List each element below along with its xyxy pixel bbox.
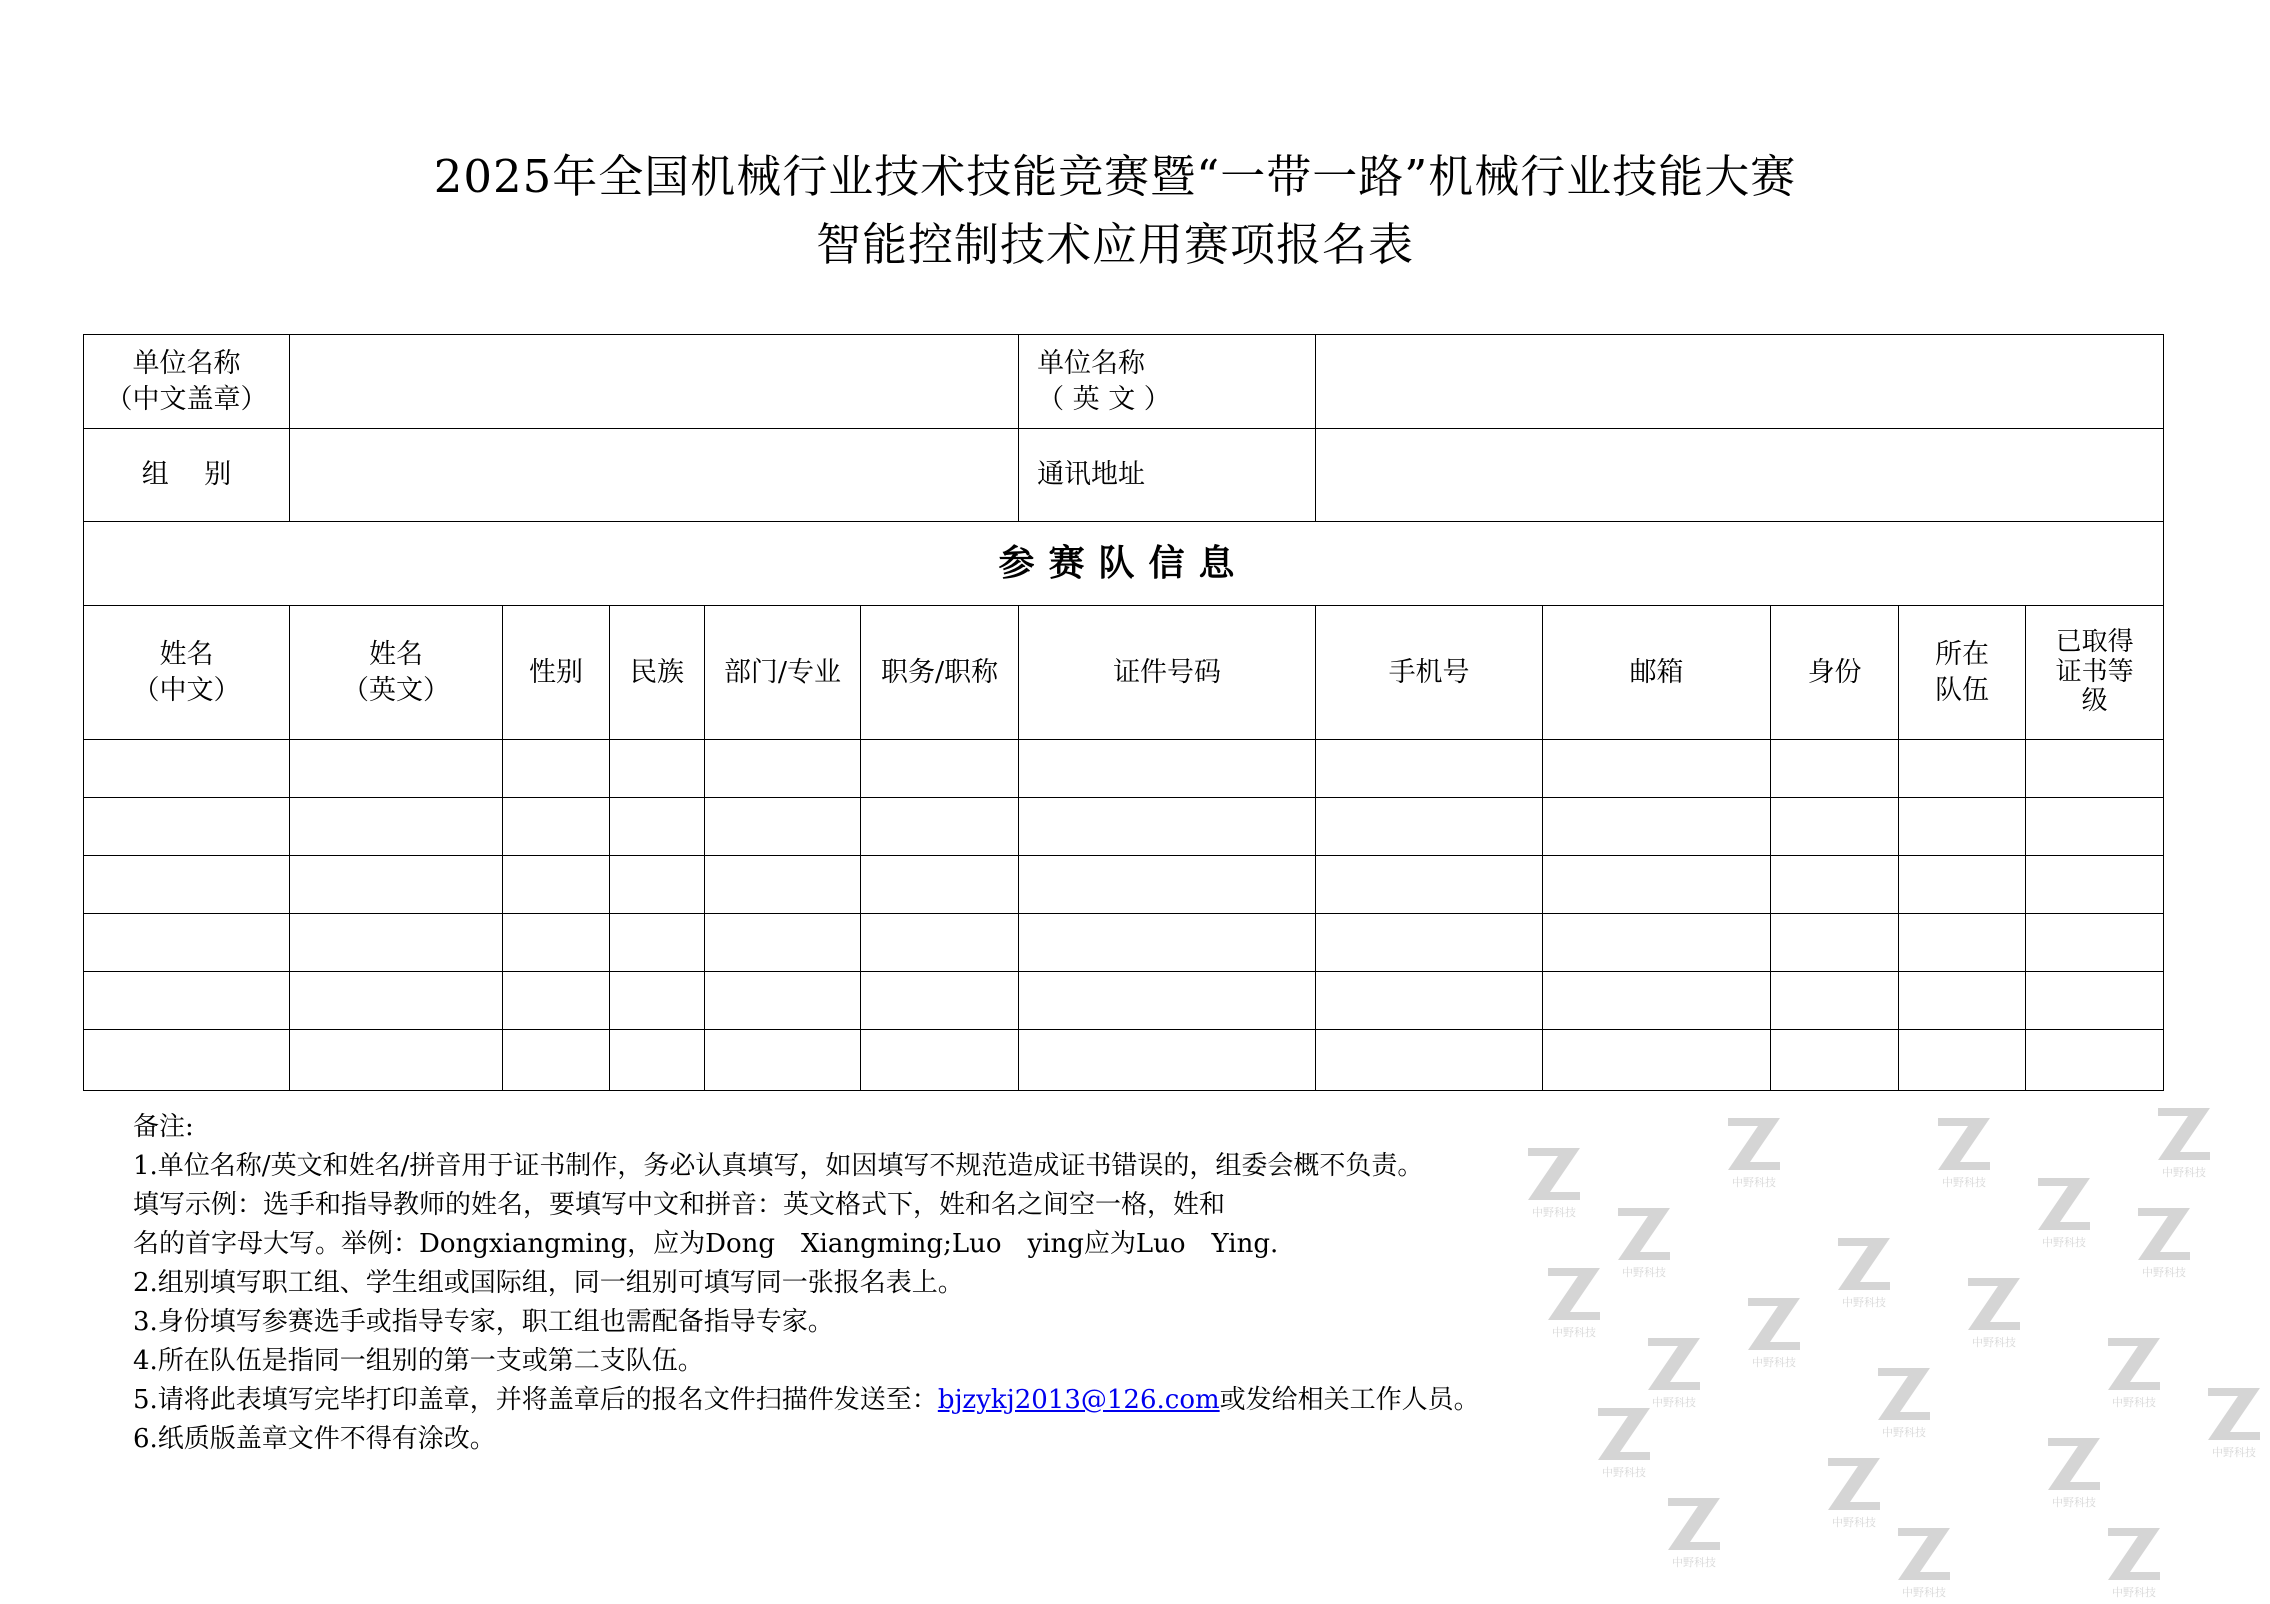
watermark-logo-icon [2100,1520,2170,1600]
svg-text:中野科技: 中野科技 [1732,1176,1776,1189]
watermark-logo-icon [1960,1270,2030,1350]
note-5-post: 或发给相关工作人员。 [1219,1385,1480,1415]
table-row [84,1030,2164,1091]
table-cell[interactable] [84,1030,290,1091]
note-1-example-cont: 名的首字母大写。举例：Dongxiangming，应为Dong Xiangming;Luo ying应为Luo Ying. [133,1229,1279,1259]
svg-text:中野科技: 中野科技 [1942,1176,1986,1189]
col-name-en [290,606,503,740]
notes-heading: 备注: [133,1112,194,1142]
table-cell[interactable] [705,740,861,798]
note-1: 1.单位名称/英文和姓名/拼音用于证书制作，务必认真填写，如因填写不规范造成证书错误的，组委会概不负责。 [133,1151,1424,1181]
table-cell[interactable] [861,856,1019,914]
table-cell[interactable] [2026,972,2164,1030]
svg-text:中野科技: 中野科技 [2052,1496,2096,1509]
svg-text:中野科技: 中野科技 [2112,1396,2156,1409]
table-cell[interactable] [84,856,290,914]
note-4: 4.所在队伍是指同一组别的第一支或第二支队伍。 [133,1346,704,1376]
col-title: 职务/职称 [861,606,1019,740]
watermark-logo-icon [1520,1140,1590,1220]
svg-text:中野科技: 中野科技 [2162,1166,2206,1179]
group-label: 组 别 [84,429,290,522]
table-cell[interactable] [1316,1030,1543,1091]
unit-name-en-label-line2: （ 英 文 ） [1037,383,1171,415]
note-3: 3.身份填写参赛选手或指导专家，职工组也需配备指导专家。 [133,1307,834,1337]
table-cell[interactable] [1019,914,1316,972]
section-row [84,522,2164,606]
col-cert-line3: 级 [2081,686,2108,717]
col-team-line1: 所在 [1935,639,1990,671]
svg-text:中野科技: 中野科技 [1672,1556,1716,1569]
col-name-en-line2: （英文） [342,674,450,706]
registration-form-table [83,334,2164,1091]
watermark-logo-icon [1830,1230,1900,1310]
table-cell[interactable] [861,1030,1019,1091]
unit-name-cn-label-line2: （中文盖章） [105,383,268,415]
table-cell[interactable] [1316,914,1543,972]
watermark-logo-icon [2200,1380,2270,1460]
table-cell[interactable] [503,914,610,972]
table-cell[interactable] [503,740,610,798]
table-cell[interactable] [2026,740,2164,798]
col-team-line2: 队伍 [1935,674,1990,706]
svg-text:中野科技: 中野科技 [1532,1206,1576,1219]
col-certificate [2026,606,2164,740]
unit-name-cn-label [84,335,290,429]
table-cell[interactable] [290,856,503,914]
col-cert-line1: 已取得 [2055,626,2134,657]
table-cell[interactable] [705,972,861,1030]
table-cell[interactable] [2026,856,2164,914]
table-cell[interactable] [1316,740,1543,798]
watermark-logo-icon [2040,1430,2110,1510]
watermark-logo-icon [1610,1200,1680,1280]
table-cell[interactable] [705,1030,861,1091]
col-role: 身份 [1771,606,1899,740]
watermark-logo-icon [1890,1520,1960,1600]
col-email: 邮箱 [1543,606,1771,740]
watermark-logo-icon [1870,1360,1940,1440]
table-cell[interactable] [705,856,861,914]
col-name-en-line1: 姓名 [369,639,423,671]
team-info-section-title: 参赛队信息 [84,522,2164,606]
watermark-logo-icon [1660,1490,1730,1570]
unit-name-en-label-line1: 单位名称 [1037,348,1146,380]
col-name-cn-line2: （中文） [132,674,241,706]
table-cell[interactable] [861,740,1019,798]
table-cell[interactable] [290,972,503,1030]
svg-text:中野科技: 中野科技 [2042,1236,2086,1249]
table-cell[interactable] [610,972,705,1030]
table-cell[interactable] [1899,740,2026,798]
team-member-rows [84,740,2164,1091]
table-cell[interactable] [2026,798,2164,856]
svg-text:中野科技: 中野科技 [1832,1516,1876,1529]
address-field[interactable] [1316,429,2164,522]
col-phone: 手机号 [1316,606,1543,740]
document-title-line2: 智能控制技术应用赛项报名表 [815,218,1414,271]
watermark-logo-icon [1820,1450,1890,1530]
note-6: 6.纸质版盖章文件不得有涂改。 [133,1424,496,1454]
table-cell[interactable] [1771,856,1899,914]
note-2: 2.组别填写职工组、学生组或国际组，同一组别可填写同一张报名表上。 [133,1268,964,1298]
table-cell[interactable] [1019,798,1316,856]
table-cell[interactable] [705,798,861,856]
watermark-logo-icon [1540,1260,1610,1340]
table-cell[interactable] [1899,914,2026,972]
table-row [84,972,2164,1030]
unit-name-row [84,335,2164,429]
table-row [84,798,2164,856]
group-field[interactable] [290,429,1019,522]
table-cell[interactable] [1019,1030,1316,1091]
note-1-example: 填写示例：选手和指导教师的姓名，要填写中文和拼音：英文格式下，姓和名之间空一格，姓和 [133,1190,1226,1220]
watermark-logo-icon [1930,1110,2000,1190]
table-cell[interactable] [1543,972,1771,1030]
watermark-logo-icon [1590,1400,1660,1480]
table-cell[interactable] [1899,972,2026,1030]
table-cell[interactable] [1899,856,2026,914]
notes-block [133,1108,1480,1459]
col-name-cn-line1: 姓名 [159,639,214,671]
unit-name-en-field[interactable] [1316,335,2164,429]
table-cell[interactable] [861,972,1019,1030]
svg-text:中野科技: 中野科技 [1552,1326,1596,1339]
table-cell[interactable] [1543,914,1771,972]
table-cell[interactable] [1543,798,1771,856]
table-cell[interactable] [1019,740,1316,798]
column-header-row [84,606,2164,740]
svg-text:中野科技: 中野科技 [2212,1446,2256,1459]
table-row [84,856,2164,914]
table-cell[interactable] [503,856,610,914]
svg-text:中野科技: 中野科技 [1902,1586,1946,1599]
table-cell[interactable] [503,1030,610,1091]
table-cell[interactable] [84,972,290,1030]
table-cell[interactable] [290,798,503,856]
watermark-logo-icon [1720,1110,1790,1190]
note-5-pre: 5.请将此表填写完毕打印盖章，并将盖章后的报名文件扫描件发送至： [133,1385,938,1415]
table-cell[interactable] [1543,1030,1771,1091]
table-cell[interactable] [1899,798,2026,856]
table-row [84,914,2164,972]
svg-text:中野科技: 中野科技 [2112,1586,2156,1599]
table-cell[interactable] [1316,972,1543,1030]
table-cell[interactable] [861,914,1019,972]
svg-text:中野科技: 中野科技 [1752,1356,1796,1369]
table-cell[interactable] [1771,972,1899,1030]
watermark-logo-icon [1740,1290,1810,1370]
svg-text:中野科技: 中野科技 [1882,1426,1926,1439]
table-row [84,740,2164,798]
table-cell[interactable] [1899,1030,2026,1091]
table-cell[interactable] [610,740,705,798]
table-cell[interactable] [290,1030,503,1091]
unit-name-en-label [1019,335,1316,429]
col-id-number: 证件号码 [1019,606,1316,740]
table-cell[interactable] [610,798,705,856]
table-cell[interactable] [1771,914,1899,972]
svg-text:中野科技: 中野科技 [1622,1266,1666,1279]
col-dept: 部门/专业 [705,606,861,740]
col-name-cn [84,606,290,740]
table-cell[interactable] [84,914,290,972]
document-title-line1: 2025年全国机械行业技术技能竞赛暨“一带一路”机械行业技能大赛 [433,150,1797,203]
table-cell[interactable] [1543,856,1771,914]
svg-text:中野科技: 中野科技 [1842,1296,1886,1309]
table-cell[interactable] [290,740,503,798]
table-cell[interactable] [1316,798,1543,856]
watermark-logo-icon [2030,1170,2100,1250]
table-cell[interactable] [84,740,290,798]
unit-name-cn-field[interactable] [290,335,1019,429]
table-cell[interactable] [2026,914,2164,972]
table-cell[interactable] [84,798,290,856]
table-cell[interactable] [705,914,861,972]
col-ethnicity: 民族 [610,606,705,740]
table-cell[interactable] [503,972,610,1030]
watermark-logo-icon [2150,1100,2220,1180]
table-cell[interactable] [861,798,1019,856]
table-cell[interactable] [1771,1030,1899,1091]
col-gender: 性别 [503,606,610,740]
table-cell[interactable] [503,798,610,856]
unit-name-cn-label-line1: 单位名称 [132,348,241,380]
note-5 [133,1381,1480,1420]
table-cell[interactable] [610,914,705,972]
svg-text:中野科技: 中野科技 [1602,1466,1646,1479]
watermark-logo-icon [2100,1330,2170,1410]
col-team [1899,606,2026,740]
svg-text:中野科技: 中野科技 [1652,1396,1696,1409]
watermark-logo-icon [2130,1200,2200,1280]
table-cell[interactable] [1543,740,1771,798]
svg-text:中野科技: 中野科技 [1972,1336,2016,1349]
table-cell[interactable] [1771,798,1899,856]
group-address-row [84,429,2164,522]
submission-email-link[interactable]: bjzykj2013@126.com [937,1385,1220,1415]
col-cert-line2: 证书等 [2055,656,2134,687]
table-cell[interactable] [1771,740,1899,798]
table-cell[interactable] [2026,1030,2164,1091]
table-cell[interactable] [1019,856,1316,914]
address-label: 通讯地址 [1019,429,1316,522]
table-cell[interactable] [610,856,705,914]
table-cell[interactable] [290,914,503,972]
table-cell[interactable] [1019,972,1316,1030]
table-cell[interactable] [1316,856,1543,914]
svg-text:中野科技: 中野科技 [2142,1266,2186,1279]
watermark-logo-icon [1640,1330,1710,1410]
table-cell[interactable] [610,1030,705,1091]
